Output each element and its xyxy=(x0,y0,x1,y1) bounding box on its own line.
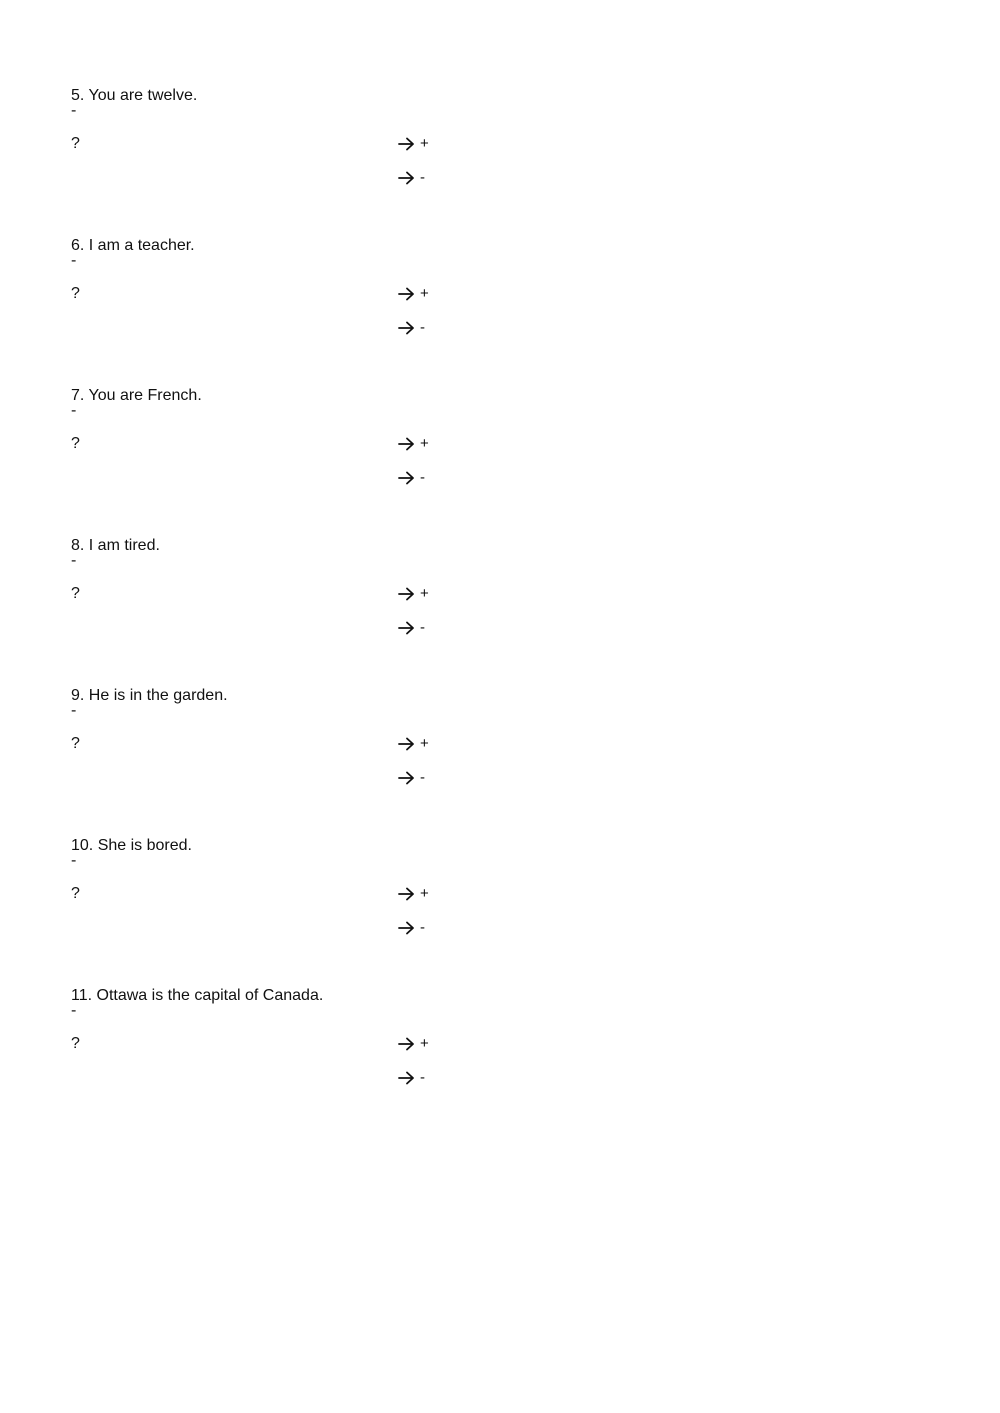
negative-form-line[interactable]: - xyxy=(71,402,77,419)
exercise-11 xyxy=(71,986,871,1126)
exercise-9 xyxy=(71,686,871,826)
positive-sign: + xyxy=(420,585,429,602)
arrow-right-icon xyxy=(398,771,416,785)
exercise-sentence: 7. You are French. xyxy=(71,387,202,404)
arrow-right-icon xyxy=(398,1037,416,1051)
question-form-line[interactable]: ? xyxy=(71,1035,80,1052)
exercise-sentence: 8. I am tired. xyxy=(71,537,160,554)
arrow-right-icon xyxy=(398,437,416,451)
exercise-8 xyxy=(71,536,871,676)
negative-form-line[interactable]: - xyxy=(71,252,77,269)
arrow-right-icon xyxy=(398,621,416,635)
question-form-line[interactable]: ? xyxy=(71,135,80,152)
negative-sign: - xyxy=(420,769,425,786)
arrow-right-icon xyxy=(398,1071,416,1085)
short-answer-positive[interactable] xyxy=(398,884,429,904)
short-answer-positive[interactable] xyxy=(398,284,429,304)
arrow-right-icon xyxy=(398,587,416,601)
positive-sign: + xyxy=(420,435,429,452)
short-answer-negative[interactable] xyxy=(398,318,425,338)
negative-sign: - xyxy=(420,169,425,186)
question-form-line[interactable]: ? xyxy=(71,735,80,752)
exercise-sentence: 9. He is in the garden. xyxy=(71,687,228,704)
arrow-right-icon xyxy=(398,287,416,301)
short-answer-negative[interactable] xyxy=(398,468,425,488)
negative-form-line[interactable]: - xyxy=(71,1002,77,1019)
short-answer-negative[interactable] xyxy=(398,168,425,188)
arrow-right-icon xyxy=(398,171,416,185)
negative-form-line[interactable]: - xyxy=(71,852,77,869)
arrow-right-icon xyxy=(398,737,416,751)
exercise-sentence: 11. Ottawa is the capital of Canada. xyxy=(71,987,324,1004)
exercise-7 xyxy=(71,386,871,526)
negative-sign: - xyxy=(420,619,425,636)
positive-sign: + xyxy=(420,285,429,302)
positive-sign: + xyxy=(420,135,429,152)
negative-form-line[interactable]: - xyxy=(71,552,77,569)
question-form-line[interactable]: ? xyxy=(71,585,80,602)
negative-sign: - xyxy=(420,1069,425,1086)
short-answer-negative[interactable] xyxy=(398,618,425,638)
positive-sign: + xyxy=(420,885,429,902)
short-answer-negative[interactable] xyxy=(398,918,425,938)
exercise-5 xyxy=(71,86,871,226)
arrow-right-icon xyxy=(398,137,416,151)
positive-sign: + xyxy=(420,1035,429,1052)
negative-sign: - xyxy=(420,469,425,486)
positive-sign: + xyxy=(420,735,429,752)
exercise-10 xyxy=(71,836,871,976)
exercise-sentence: 10. She is bored. xyxy=(71,837,192,854)
short-answer-negative[interactable] xyxy=(398,1068,425,1088)
arrow-right-icon xyxy=(398,471,416,485)
exercise-sentence: 5. You are twelve. xyxy=(71,87,198,104)
arrow-right-icon xyxy=(398,887,416,901)
short-answer-positive[interactable] xyxy=(398,584,429,604)
question-form-line[interactable]: ? xyxy=(71,885,80,902)
short-answer-negative[interactable] xyxy=(398,768,425,788)
arrow-right-icon xyxy=(398,321,416,335)
negative-sign: - xyxy=(420,319,425,336)
negative-form-line[interactable]: - xyxy=(71,702,77,719)
arrow-right-icon xyxy=(398,921,416,935)
exercise-6 xyxy=(71,236,871,376)
negative-sign: - xyxy=(420,919,425,936)
short-answer-positive[interactable] xyxy=(398,1034,429,1054)
question-form-line[interactable]: ? xyxy=(71,435,80,452)
negative-form-line[interactable]: - xyxy=(71,102,77,119)
short-answer-positive[interactable] xyxy=(398,434,429,454)
exercise-sentence: 6. I am a teacher. xyxy=(71,237,195,254)
question-form-line[interactable]: ? xyxy=(71,285,80,302)
short-answer-positive[interactable] xyxy=(398,734,429,754)
short-answer-positive[interactable] xyxy=(398,134,429,154)
